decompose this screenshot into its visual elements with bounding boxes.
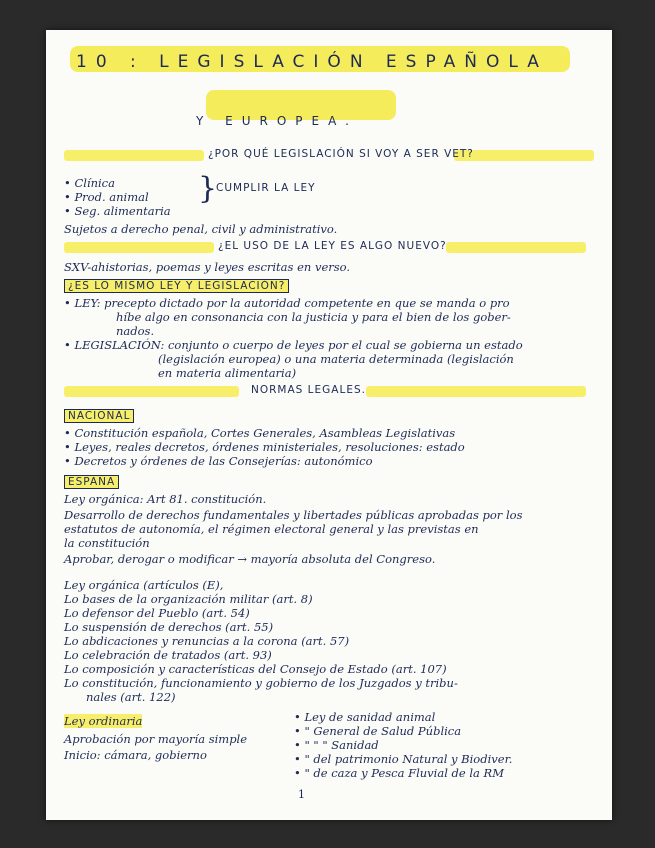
- organica-item-5: Lo abdicaciones y renuncias a la corona (art. 57): [64, 634, 350, 648]
- def-line-1: • LEY: precepto dictado por la autoridad competente en que se manda o pro: [64, 296, 510, 310]
- sujetos-text: Sujetos a derecho penal, civil y administrativo.: [64, 222, 338, 236]
- nacional-label: NACIONAL: [64, 409, 134, 423]
- organica-item-7: Lo composición y características del Consejo de Estado (art. 107): [64, 662, 447, 676]
- section-q1: ¿POR QUÉ LEGISLACIÓN SI VOY A SER VET?: [208, 148, 474, 160]
- espana-item-4: la constitución: [64, 536, 150, 550]
- organica-item-1: Ley orgánica (artículos (E),: [64, 578, 224, 592]
- def-line-3: nados.: [116, 324, 155, 338]
- organica-item-4: Lo suspensión de derechos (art. 55): [64, 620, 274, 634]
- organica-item-3: Lo defensor del Pueblo (art. 54): [64, 606, 250, 620]
- section-normas: NORMAS LEGALES.: [251, 384, 366, 396]
- ordinaria-example-1: • Ley de sanidad animal: [294, 710, 436, 724]
- title-text-2: Y EUROPEA.: [196, 114, 358, 128]
- organica-item-9: nales (art. 122): [86, 690, 176, 704]
- section-q3: [64, 280, 289, 292]
- title-line-2: [196, 114, 358, 128]
- ordinaria-item-1: Aprobación por mayoría simple: [64, 732, 248, 746]
- ordinaria-example-2: • " General de Salud Pública: [294, 724, 462, 738]
- espana-item-2: Desarrollo de derechos fundamentales y libertades públicas aprobadas por los: [64, 508, 523, 522]
- brace: }: [198, 171, 218, 206]
- def-line-4: • LEGISLACIÓN: conjunto o cuerpo de leyes por el cual se gobierna un estado: [64, 338, 523, 352]
- section-q3-label: ¿ES LO MISMO LEY Y LEGISLACIÓN?: [64, 279, 289, 293]
- title-text-1: 10 : LEGISLACIÓN ESPAÑOLA: [76, 52, 548, 72]
- espana-label: ESPAÑA: [64, 475, 119, 489]
- intro-item-1: • Clínica: [64, 176, 115, 190]
- section-espana: [64, 476, 119, 488]
- cumplir-text: CUMPLIR LA LEY: [216, 182, 316, 194]
- notes-page: [46, 30, 612, 820]
- ordinaria-example-4: • " del patrimonio Natural y Biodiver.: [294, 752, 513, 766]
- section-q2: ¿EL USO DE LA LEY ES ALGO NUEVO?: [218, 240, 447, 252]
- ordinaria-example-3: • " " " Sanidad: [294, 738, 379, 752]
- title-line-1: [76, 52, 548, 72]
- organica-item-6: Lo celebración de tratados (art. 93): [64, 648, 272, 662]
- def-line-2: híbe algo en consonancia con la justicia y para el bien de los gober-: [116, 310, 511, 324]
- def-line-5: (legislación europea) o una materia determinada (legislación: [158, 352, 514, 366]
- nacional-item-2: • Leyes, reales decretos, órdenes ministeriales, resoluciones: estado: [64, 440, 465, 454]
- section-nacional: [64, 410, 134, 422]
- ordinaria-item-2: Inicio: cámara, gobierno: [64, 748, 207, 762]
- espana-item-1: Ley orgánica: Art 81. constitución.: [64, 492, 267, 506]
- espana-item-3: estatutos de autonomía, el régimen electoral general y las previstas en: [64, 522, 479, 536]
- organica-item-8: Lo constitución, funcionamiento y gobierno de los Juzgados y tribu-: [64, 676, 458, 690]
- section-ordinaria: [64, 714, 142, 728]
- ordinaria-label: Ley ordinaria: [64, 714, 143, 728]
- intro-item-2: • Prod. animal: [64, 190, 149, 204]
- nacional-item-3: • Decretos y órdenes de las Consejerías: autonómico: [64, 454, 373, 468]
- ordinaria-example-5: • " de caza y Pesca Fluvial de la RM: [294, 766, 504, 780]
- sxv-text: SXV-ahistorias, poemas y leyes escritas en verso.: [64, 260, 351, 274]
- page-number: 1: [298, 788, 305, 801]
- organica-item-2: Lo bases de la organización militar (art. 8): [64, 592, 313, 606]
- def-line-6: en materia alimentaria): [158, 366, 297, 380]
- nacional-item-1: • Constitución española, Cortes Generales, Asambleas Legislativas: [64, 426, 456, 440]
- intro-item-3: • Seg. alimentaria: [64, 204, 171, 218]
- espana-item-5: Aprobar, derogar o modificar → mayoría absoluta del Congreso.: [64, 552, 436, 566]
